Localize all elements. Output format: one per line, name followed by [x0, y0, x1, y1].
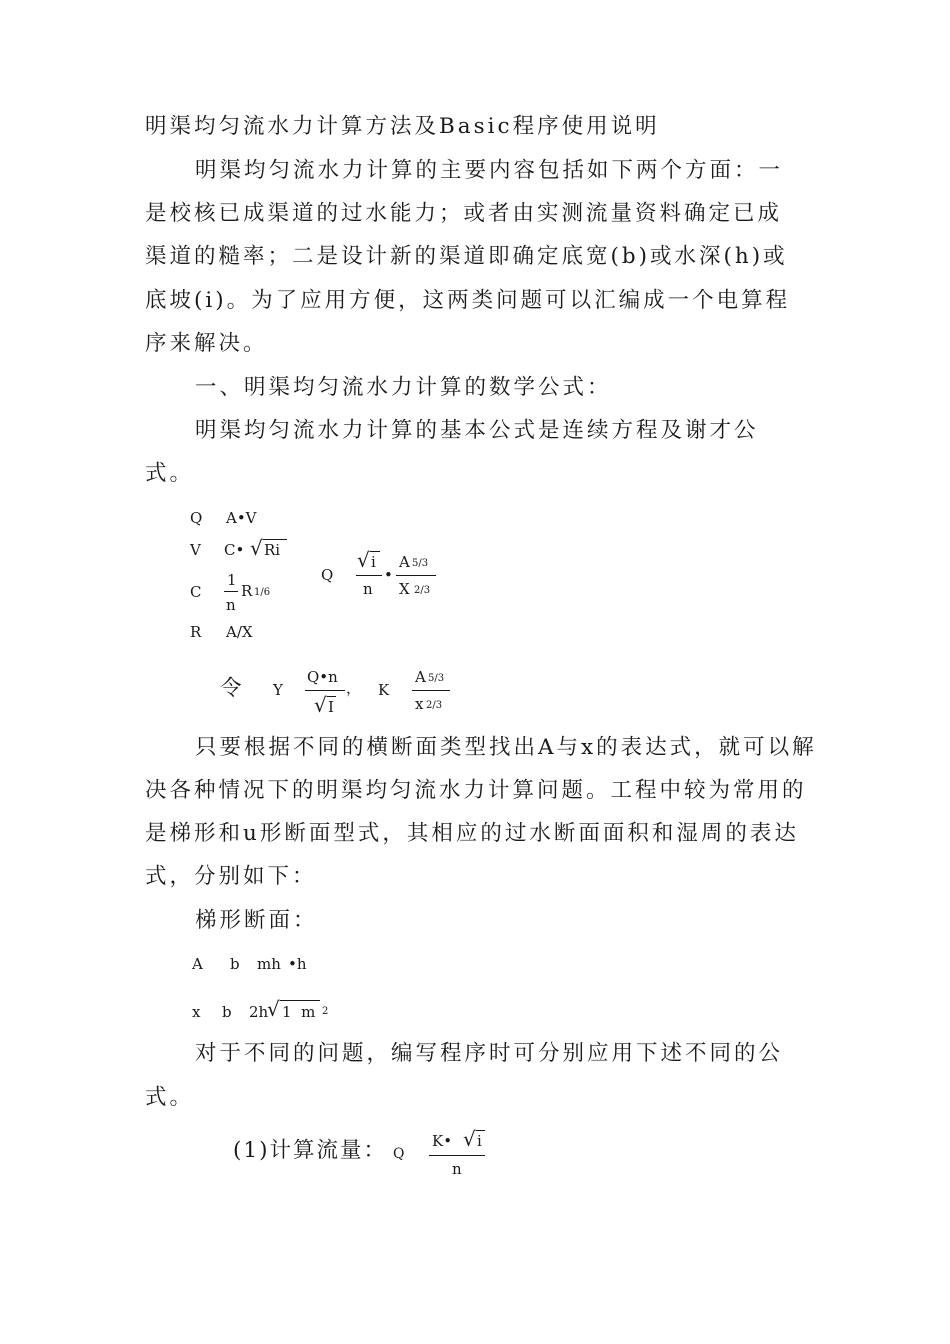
eq-r-symbol: R: [190, 623, 202, 641]
fraction-bar: [356, 575, 382, 576]
sqrt-icon: √: [267, 997, 280, 1021]
sqrt-bar: [263, 539, 287, 540]
sqrt-bar: [476, 1130, 485, 1131]
def-y-numerator: Q•n: [307, 668, 338, 686]
eq-q2-denominator: n: [363, 580, 373, 598]
def-k-symbol: K: [378, 681, 390, 699]
trap-x-b: b: [222, 1003, 232, 1021]
trap-a-h: •h: [288, 955, 307, 973]
def-k-x: x: [415, 695, 424, 713]
intro-line-1: 明渠均匀流水力计算的主要内容包括如下两个方面：一: [195, 158, 784, 183]
eq-c-r: R: [241, 582, 253, 600]
eq-q2-symbol: Q: [321, 566, 334, 584]
eq-q2-radicand: i: [371, 553, 376, 571]
def-k-a: A: [415, 668, 426, 686]
trap-a-symbol: A: [192, 955, 203, 973]
eq-q2-a: A: [399, 553, 410, 571]
calc1-radicand: i: [477, 1132, 482, 1150]
def-y-symbol: Y: [273, 681, 283, 699]
eq-c-numerator: 1: [227, 571, 237, 589]
para2-line-4: 式，分别如下：: [145, 864, 317, 889]
page-title: 明渠均匀流水力计算方法及Basic程序使用说明: [145, 114, 660, 139]
calc1-label: (1)计算流量：: [233, 1138, 387, 1163]
eq-v-symbol: V: [190, 541, 201, 559]
trap-x-symbol: x: [192, 1003, 201, 1021]
intro-line-2: 是校核已成渠道的过水能力；或者由实测流量资料确定已成: [145, 201, 783, 226]
intro-line-4: 底坡(i)。为了应用方便，这两类问题可以汇编成一个电算程: [145, 288, 791, 313]
sqrt-icon: √: [314, 693, 327, 717]
para3-line-1: 对于不同的问题，编写程序时可分别应用下述不同的公: [195, 1041, 784, 1066]
ling-word: 令: [220, 676, 242, 701]
trap-x-exponent: 2: [322, 1006, 329, 1017]
def-k-a-exponent: 5/3: [428, 673, 445, 684]
eq-q2-x-exponent: 2/3: [414, 585, 431, 596]
fraction-bar: [429, 1155, 485, 1156]
sqrt-icon: √: [357, 548, 370, 572]
calc1-denominator: n: [452, 1160, 462, 1178]
sqrt-icon: √: [250, 536, 263, 560]
trap-x-radicand: 1 m: [282, 1003, 316, 1021]
basic-line-2: 式。: [145, 461, 195, 486]
fraction-bar: [224, 591, 238, 592]
def-y-radicand: I: [328, 698, 334, 716]
eq-q2-dot: •: [384, 566, 393, 584]
eq-q-symbol: Q: [190, 509, 203, 527]
sqrt-bar: [370, 551, 380, 552]
eq-c-symbol: C: [190, 583, 202, 601]
eq-r-rhs: A/X: [226, 623, 253, 641]
eq-q2-a-exponent: 5/3: [412, 558, 429, 569]
para2-line-1: 只要根据不同的横断面类型找出A与x的表达式，就可以解: [195, 735, 817, 760]
para3-line-2: 式。: [145, 1085, 195, 1110]
fraction-bar: [412, 690, 450, 691]
def-comma: ，: [346, 679, 362, 697]
trap-x-2h: 2h: [249, 1003, 269, 1021]
trap-a-mh: mh: [257, 955, 281, 973]
intro-line-5: 序来解决。: [145, 331, 268, 356]
eq-c-exponent: 1/6: [254, 587, 271, 598]
para2-line-2: 决各种情况下的明渠均匀流水力计算问题。工程中较为常用的: [145, 778, 807, 803]
sqrt-bar: [280, 1000, 320, 1001]
eq-v-rhs: C•: [224, 541, 245, 559]
eq-c-denominator: n: [226, 596, 236, 614]
section-heading: 一、明渠均匀流水力计算的数学公式：: [195, 375, 612, 400]
eq-v-radicand: Ri: [264, 541, 281, 559]
intro-line-3: 渠道的糙率；二是设计新的渠道即确定底宽(b)或水深(h)或: [145, 244, 788, 269]
fraction-bar: [396, 575, 436, 576]
def-k-x-exponent: 2/3: [426, 700, 443, 711]
trap-a-b: b: [230, 955, 240, 973]
para2-line-3: 是梯形和u形断面型式，其相应的过水断面面积和湿周的表达: [145, 821, 799, 846]
eq-q2-x: X: [399, 580, 410, 598]
trapezoid-heading: 梯形断面：: [195, 908, 318, 933]
basic-line-1: 明渠均匀流水力计算的基本公式是连续方程及谢才公: [195, 418, 759, 443]
fraction-bar: [305, 690, 345, 691]
sqrt-icon: √: [463, 1127, 476, 1151]
calc1-numerator: K•: [432, 1132, 453, 1150]
sqrt-bar: [327, 696, 336, 697]
calc1-q-symbol: Q: [393, 1146, 405, 1162]
eq-q-rhs: A•V: [226, 509, 257, 527]
